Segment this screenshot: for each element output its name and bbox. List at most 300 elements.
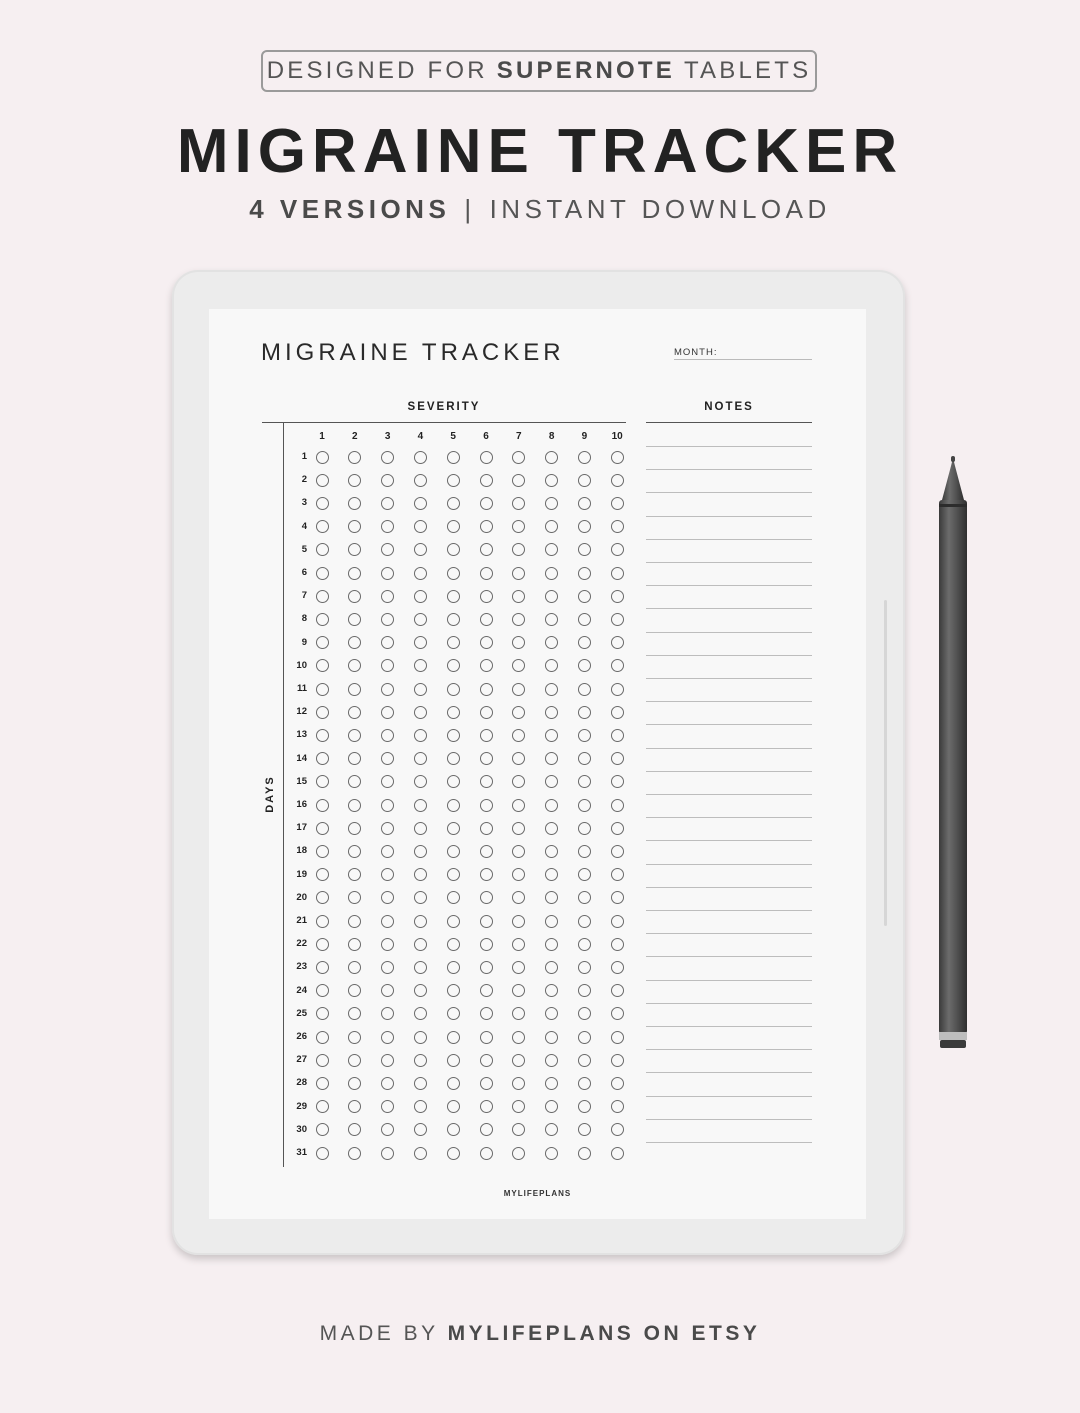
severity-checkbox[interactable]	[381, 683, 394, 696]
severity-checkbox[interactable]	[578, 520, 591, 533]
severity-checkbox[interactable]	[447, 1147, 460, 1160]
severity-checkbox[interactable]	[447, 1077, 460, 1090]
severity-checkbox[interactable]	[480, 775, 493, 788]
severity-checkbox[interactable]	[480, 659, 493, 672]
severity-checkbox[interactable]	[316, 497, 329, 510]
severity-checkbox[interactable]	[316, 915, 329, 928]
severity-checkbox[interactable]	[480, 868, 493, 881]
severity-checkbox[interactable]	[480, 543, 493, 556]
severity-checkbox[interactable]	[447, 845, 460, 858]
severity-checkbox[interactable]	[611, 845, 624, 858]
notes-line[interactable]	[646, 1049, 812, 1050]
severity-checkbox[interactable]	[611, 938, 624, 951]
severity-checkbox[interactable]	[512, 613, 525, 626]
severity-checkbox[interactable]	[578, 1100, 591, 1113]
severity-checkbox[interactable]	[578, 891, 591, 904]
severity-checkbox[interactable]	[414, 543, 427, 556]
severity-checkbox[interactable]	[381, 891, 394, 904]
severity-checkbox[interactable]	[578, 1077, 591, 1090]
severity-checkbox[interactable]	[348, 706, 361, 719]
severity-checkbox[interactable]	[348, 822, 361, 835]
severity-checkbox[interactable]	[447, 1100, 460, 1113]
severity-checkbox[interactable]	[545, 961, 558, 974]
severity-checkbox[interactable]	[578, 474, 591, 487]
severity-checkbox[interactable]	[611, 891, 624, 904]
severity-checkbox[interactable]	[480, 822, 493, 835]
severity-checkbox[interactable]	[512, 659, 525, 672]
severity-checkbox[interactable]	[611, 636, 624, 649]
month-field[interactable]	[674, 359, 812, 360]
notes-line[interactable]	[646, 724, 812, 725]
severity-checkbox[interactable]	[480, 567, 493, 580]
severity-checkbox[interactable]	[545, 799, 558, 812]
severity-checkbox[interactable]	[316, 1031, 329, 1044]
severity-checkbox[interactable]	[545, 984, 558, 997]
severity-checkbox[interactable]	[348, 845, 361, 858]
severity-checkbox[interactable]	[447, 729, 460, 742]
severity-checkbox[interactable]	[480, 1054, 493, 1067]
severity-checkbox[interactable]	[611, 1077, 624, 1090]
severity-checkbox[interactable]	[381, 822, 394, 835]
severity-checkbox[interactable]	[381, 984, 394, 997]
severity-checkbox[interactable]	[348, 868, 361, 881]
severity-checkbox[interactable]	[447, 590, 460, 603]
severity-checkbox[interactable]	[512, 520, 525, 533]
severity-checkbox[interactable]	[611, 1100, 624, 1113]
severity-checkbox[interactable]	[316, 683, 329, 696]
notes-line[interactable]	[646, 1142, 812, 1143]
severity-checkbox[interactable]	[447, 567, 460, 580]
severity-checkbox[interactable]	[512, 636, 525, 649]
severity-checkbox[interactable]	[316, 520, 329, 533]
severity-checkbox[interactable]	[447, 984, 460, 997]
severity-checkbox[interactable]	[414, 1123, 427, 1136]
severity-checkbox[interactable]	[447, 1123, 460, 1136]
severity-checkbox[interactable]	[480, 520, 493, 533]
severity-checkbox[interactable]	[480, 451, 493, 464]
notes-line[interactable]	[646, 980, 812, 981]
severity-checkbox[interactable]	[512, 868, 525, 881]
notes-line[interactable]	[646, 632, 812, 633]
severity-checkbox[interactable]	[316, 636, 329, 649]
severity-checkbox[interactable]	[447, 822, 460, 835]
severity-checkbox[interactable]	[447, 938, 460, 951]
severity-checkbox[interactable]	[578, 729, 591, 742]
severity-checkbox[interactable]	[414, 984, 427, 997]
severity-checkbox[interactable]	[348, 1077, 361, 1090]
severity-checkbox[interactable]	[545, 543, 558, 556]
severity-checkbox[interactable]	[545, 938, 558, 951]
severity-checkbox[interactable]	[447, 451, 460, 464]
severity-checkbox[interactable]	[348, 775, 361, 788]
severity-checkbox[interactable]	[414, 845, 427, 858]
severity-checkbox[interactable]	[316, 613, 329, 626]
severity-checkbox[interactable]	[545, 891, 558, 904]
severity-checkbox[interactable]	[381, 845, 394, 858]
severity-checkbox[interactable]	[611, 659, 624, 672]
severity-checkbox[interactable]	[480, 752, 493, 765]
severity-checkbox[interactable]	[414, 822, 427, 835]
severity-checkbox[interactable]	[414, 520, 427, 533]
severity-checkbox[interactable]	[611, 567, 624, 580]
severity-checkbox[interactable]	[480, 706, 493, 719]
severity-checkbox[interactable]	[611, 822, 624, 835]
severity-checkbox[interactable]	[447, 1007, 460, 1020]
severity-checkbox[interactable]	[316, 984, 329, 997]
severity-checkbox[interactable]	[414, 474, 427, 487]
severity-checkbox[interactable]	[480, 1147, 493, 1160]
severity-checkbox[interactable]	[480, 1123, 493, 1136]
severity-checkbox[interactable]	[512, 474, 525, 487]
notes-line[interactable]	[646, 748, 812, 749]
notes-line[interactable]	[646, 539, 812, 540]
severity-checkbox[interactable]	[381, 1054, 394, 1067]
severity-checkbox[interactable]	[414, 1031, 427, 1044]
severity-checkbox[interactable]	[348, 1100, 361, 1113]
severity-checkbox[interactable]	[381, 915, 394, 928]
severity-checkbox[interactable]	[381, 520, 394, 533]
severity-checkbox[interactable]	[545, 822, 558, 835]
severity-checkbox[interactable]	[545, 1147, 558, 1160]
severity-checkbox[interactable]	[414, 799, 427, 812]
severity-checkbox[interactable]	[545, 915, 558, 928]
severity-checkbox[interactable]	[512, 1007, 525, 1020]
severity-checkbox[interactable]	[545, 1031, 558, 1044]
severity-checkbox[interactable]	[348, 659, 361, 672]
severity-checkbox[interactable]	[381, 799, 394, 812]
severity-checkbox[interactable]	[480, 590, 493, 603]
severity-checkbox[interactable]	[512, 543, 525, 556]
severity-checkbox[interactable]	[348, 451, 361, 464]
severity-checkbox[interactable]	[578, 822, 591, 835]
severity-checkbox[interactable]	[512, 845, 525, 858]
severity-checkbox[interactable]	[348, 613, 361, 626]
severity-checkbox[interactable]	[381, 636, 394, 649]
severity-checkbox[interactable]	[381, 497, 394, 510]
severity-checkbox[interactable]	[381, 590, 394, 603]
severity-checkbox[interactable]	[512, 984, 525, 997]
severity-checkbox[interactable]	[545, 1100, 558, 1113]
severity-checkbox[interactable]	[381, 868, 394, 881]
severity-checkbox[interactable]	[480, 613, 493, 626]
severity-checkbox[interactable]	[348, 1054, 361, 1067]
severity-checkbox[interactable]	[611, 915, 624, 928]
severity-checkbox[interactable]	[578, 659, 591, 672]
severity-checkbox[interactable]	[447, 520, 460, 533]
severity-checkbox[interactable]	[447, 659, 460, 672]
severity-checkbox[interactable]	[348, 961, 361, 974]
severity-checkbox[interactable]	[316, 938, 329, 951]
severity-checkbox[interactable]	[578, 706, 591, 719]
severity-checkbox[interactable]	[611, 729, 624, 742]
severity-checkbox[interactable]	[545, 613, 558, 626]
notes-line[interactable]	[646, 701, 812, 702]
severity-checkbox[interactable]	[414, 752, 427, 765]
severity-checkbox[interactable]	[316, 775, 329, 788]
severity-checkbox[interactable]	[480, 961, 493, 974]
severity-checkbox[interactable]	[348, 915, 361, 928]
severity-checkbox[interactable]	[611, 474, 624, 487]
severity-checkbox[interactable]	[447, 961, 460, 974]
severity-checkbox[interactable]	[381, 1031, 394, 1044]
severity-checkbox[interactable]	[316, 1077, 329, 1090]
severity-checkbox[interactable]	[381, 613, 394, 626]
severity-checkbox[interactable]	[578, 613, 591, 626]
notes-line[interactable]	[646, 910, 812, 911]
severity-checkbox[interactable]	[578, 543, 591, 556]
severity-checkbox[interactable]	[447, 706, 460, 719]
severity-checkbox[interactable]	[381, 938, 394, 951]
severity-checkbox[interactable]	[545, 868, 558, 881]
severity-checkbox[interactable]	[316, 1007, 329, 1020]
severity-checkbox[interactable]	[316, 961, 329, 974]
severity-checkbox[interactable]	[414, 683, 427, 696]
severity-checkbox[interactable]	[414, 729, 427, 742]
notes-line[interactable]	[646, 446, 812, 447]
severity-checkbox[interactable]	[611, 706, 624, 719]
severity-checkbox[interactable]	[414, 1077, 427, 1090]
severity-checkbox[interactable]	[381, 543, 394, 556]
severity-checkbox[interactable]	[348, 1007, 361, 1020]
severity-checkbox[interactable]	[545, 775, 558, 788]
severity-checkbox[interactable]	[348, 683, 361, 696]
severity-checkbox[interactable]	[414, 659, 427, 672]
notes-line[interactable]	[646, 655, 812, 656]
severity-checkbox[interactable]	[414, 1100, 427, 1113]
severity-checkbox[interactable]	[316, 868, 329, 881]
severity-checkbox[interactable]	[611, 683, 624, 696]
severity-checkbox[interactable]	[348, 497, 361, 510]
severity-checkbox[interactable]	[578, 567, 591, 580]
severity-checkbox[interactable]	[512, 752, 525, 765]
severity-checkbox[interactable]	[480, 915, 493, 928]
severity-checkbox[interactable]	[316, 729, 329, 742]
severity-checkbox[interactable]	[316, 845, 329, 858]
severity-checkbox[interactable]	[578, 868, 591, 881]
severity-checkbox[interactable]	[545, 706, 558, 719]
severity-checkbox[interactable]	[611, 543, 624, 556]
severity-checkbox[interactable]	[381, 752, 394, 765]
severity-checkbox[interactable]	[381, 1147, 394, 1160]
severity-checkbox[interactable]	[611, 984, 624, 997]
severity-checkbox[interactable]	[316, 543, 329, 556]
severity-checkbox[interactable]	[512, 1031, 525, 1044]
severity-checkbox[interactable]	[545, 567, 558, 580]
notes-line[interactable]	[646, 771, 812, 772]
severity-checkbox[interactable]	[414, 706, 427, 719]
severity-checkbox[interactable]	[447, 474, 460, 487]
notes-line[interactable]	[646, 562, 812, 563]
severity-checkbox[interactable]	[545, 683, 558, 696]
severity-checkbox[interactable]	[512, 567, 525, 580]
severity-checkbox[interactable]	[480, 636, 493, 649]
severity-checkbox[interactable]	[414, 636, 427, 649]
notes-line[interactable]	[646, 492, 812, 493]
severity-checkbox[interactable]	[414, 1147, 427, 1160]
severity-checkbox[interactable]	[447, 636, 460, 649]
severity-checkbox[interactable]	[578, 752, 591, 765]
severity-checkbox[interactable]	[611, 775, 624, 788]
severity-checkbox[interactable]	[316, 752, 329, 765]
severity-checkbox[interactable]	[414, 868, 427, 881]
severity-checkbox[interactable]	[447, 775, 460, 788]
severity-checkbox[interactable]	[578, 915, 591, 928]
severity-checkbox[interactable]	[348, 799, 361, 812]
severity-checkbox[interactable]	[611, 752, 624, 765]
severity-checkbox[interactable]	[316, 567, 329, 580]
severity-checkbox[interactable]	[447, 543, 460, 556]
severity-checkbox[interactable]	[316, 659, 329, 672]
severity-checkbox[interactable]	[545, 1007, 558, 1020]
severity-checkbox[interactable]	[348, 1147, 361, 1160]
severity-checkbox[interactable]	[545, 497, 558, 510]
notes-line[interactable]	[646, 678, 812, 679]
severity-checkbox[interactable]	[578, 775, 591, 788]
severity-checkbox[interactable]	[480, 729, 493, 742]
severity-checkbox[interactable]	[414, 1007, 427, 1020]
severity-checkbox[interactable]	[611, 961, 624, 974]
severity-checkbox[interactable]	[480, 474, 493, 487]
severity-checkbox[interactable]	[611, 497, 624, 510]
severity-checkbox[interactable]	[414, 567, 427, 580]
severity-checkbox[interactable]	[611, 1007, 624, 1020]
notes-line[interactable]	[646, 840, 812, 841]
severity-checkbox[interactable]	[512, 799, 525, 812]
severity-checkbox[interactable]	[414, 775, 427, 788]
severity-checkbox[interactable]	[381, 961, 394, 974]
notes-line[interactable]	[646, 585, 812, 586]
severity-checkbox[interactable]	[381, 775, 394, 788]
severity-checkbox[interactable]	[512, 1054, 525, 1067]
severity-checkbox[interactable]	[545, 636, 558, 649]
severity-checkbox[interactable]	[545, 590, 558, 603]
severity-checkbox[interactable]	[512, 706, 525, 719]
severity-checkbox[interactable]	[545, 1077, 558, 1090]
severity-checkbox[interactable]	[414, 938, 427, 951]
severity-checkbox[interactable]	[414, 1054, 427, 1067]
severity-checkbox[interactable]	[512, 938, 525, 951]
severity-checkbox[interactable]	[447, 1054, 460, 1067]
severity-checkbox[interactable]	[381, 1077, 394, 1090]
severity-checkbox[interactable]	[316, 891, 329, 904]
severity-checkbox[interactable]	[447, 868, 460, 881]
severity-checkbox[interactable]	[381, 1123, 394, 1136]
severity-checkbox[interactable]	[316, 706, 329, 719]
severity-checkbox[interactable]	[348, 474, 361, 487]
notes-line[interactable]	[646, 516, 812, 517]
severity-checkbox[interactable]	[611, 520, 624, 533]
severity-checkbox[interactable]	[545, 1054, 558, 1067]
notes-line[interactable]	[646, 956, 812, 957]
severity-checkbox[interactable]	[447, 915, 460, 928]
severity-checkbox[interactable]	[512, 822, 525, 835]
severity-checkbox[interactable]	[414, 613, 427, 626]
severity-checkbox[interactable]	[447, 799, 460, 812]
severity-checkbox[interactable]	[578, 799, 591, 812]
severity-checkbox[interactable]	[381, 1007, 394, 1020]
severity-checkbox[interactable]	[316, 799, 329, 812]
severity-checkbox[interactable]	[381, 474, 394, 487]
notes-line[interactable]	[646, 1096, 812, 1097]
severity-checkbox[interactable]	[611, 1031, 624, 1044]
severity-checkbox[interactable]	[545, 474, 558, 487]
severity-checkbox[interactable]	[578, 845, 591, 858]
severity-checkbox[interactable]	[545, 845, 558, 858]
severity-checkbox[interactable]	[578, 938, 591, 951]
severity-checkbox[interactable]	[480, 845, 493, 858]
severity-checkbox[interactable]	[480, 938, 493, 951]
severity-checkbox[interactable]	[348, 543, 361, 556]
severity-checkbox[interactable]	[578, 497, 591, 510]
severity-checkbox[interactable]	[545, 451, 558, 464]
severity-checkbox[interactable]	[381, 659, 394, 672]
notes-line[interactable]	[646, 1072, 812, 1073]
severity-checkbox[interactable]	[545, 520, 558, 533]
severity-checkbox[interactable]	[578, 451, 591, 464]
severity-checkbox[interactable]	[480, 984, 493, 997]
severity-checkbox[interactable]	[348, 891, 361, 904]
severity-checkbox[interactable]	[611, 590, 624, 603]
severity-checkbox[interactable]	[578, 636, 591, 649]
severity-checkbox[interactable]	[545, 729, 558, 742]
severity-checkbox[interactable]	[480, 1031, 493, 1044]
severity-checkbox[interactable]	[480, 891, 493, 904]
severity-checkbox[interactable]	[348, 567, 361, 580]
severity-checkbox[interactable]	[512, 451, 525, 464]
severity-checkbox[interactable]	[512, 775, 525, 788]
severity-checkbox[interactable]	[611, 1123, 624, 1136]
severity-checkbox[interactable]	[611, 799, 624, 812]
notes-line[interactable]	[646, 887, 812, 888]
severity-checkbox[interactable]	[512, 497, 525, 510]
severity-checkbox[interactable]	[316, 1054, 329, 1067]
severity-checkbox[interactable]	[578, 1147, 591, 1160]
severity-checkbox[interactable]	[512, 961, 525, 974]
severity-checkbox[interactable]	[480, 1100, 493, 1113]
severity-checkbox[interactable]	[447, 613, 460, 626]
severity-checkbox[interactable]	[348, 938, 361, 951]
severity-checkbox[interactable]	[348, 1123, 361, 1136]
severity-checkbox[interactable]	[480, 799, 493, 812]
severity-checkbox[interactable]	[512, 1147, 525, 1160]
severity-checkbox[interactable]	[578, 1123, 591, 1136]
severity-checkbox[interactable]	[578, 1031, 591, 1044]
severity-checkbox[interactable]	[348, 636, 361, 649]
severity-checkbox[interactable]	[578, 683, 591, 696]
severity-checkbox[interactable]	[480, 497, 493, 510]
severity-checkbox[interactable]	[611, 1147, 624, 1160]
severity-checkbox[interactable]	[545, 659, 558, 672]
severity-checkbox[interactable]	[578, 961, 591, 974]
severity-checkbox[interactable]	[447, 891, 460, 904]
severity-checkbox[interactable]	[447, 683, 460, 696]
severity-checkbox[interactable]	[480, 683, 493, 696]
severity-checkbox[interactable]	[316, 822, 329, 835]
severity-checkbox[interactable]	[316, 1123, 329, 1136]
severity-checkbox[interactable]	[578, 984, 591, 997]
severity-checkbox[interactable]	[316, 590, 329, 603]
notes-line[interactable]	[646, 1026, 812, 1027]
severity-checkbox[interactable]	[414, 590, 427, 603]
severity-checkbox[interactable]	[316, 1147, 329, 1160]
severity-checkbox[interactable]	[381, 1100, 394, 1113]
severity-checkbox[interactable]	[414, 497, 427, 510]
notes-line[interactable]	[646, 469, 812, 470]
severity-checkbox[interactable]	[512, 1100, 525, 1113]
severity-checkbox[interactable]	[447, 497, 460, 510]
severity-checkbox[interactable]	[447, 1031, 460, 1044]
severity-checkbox[interactable]	[545, 752, 558, 765]
